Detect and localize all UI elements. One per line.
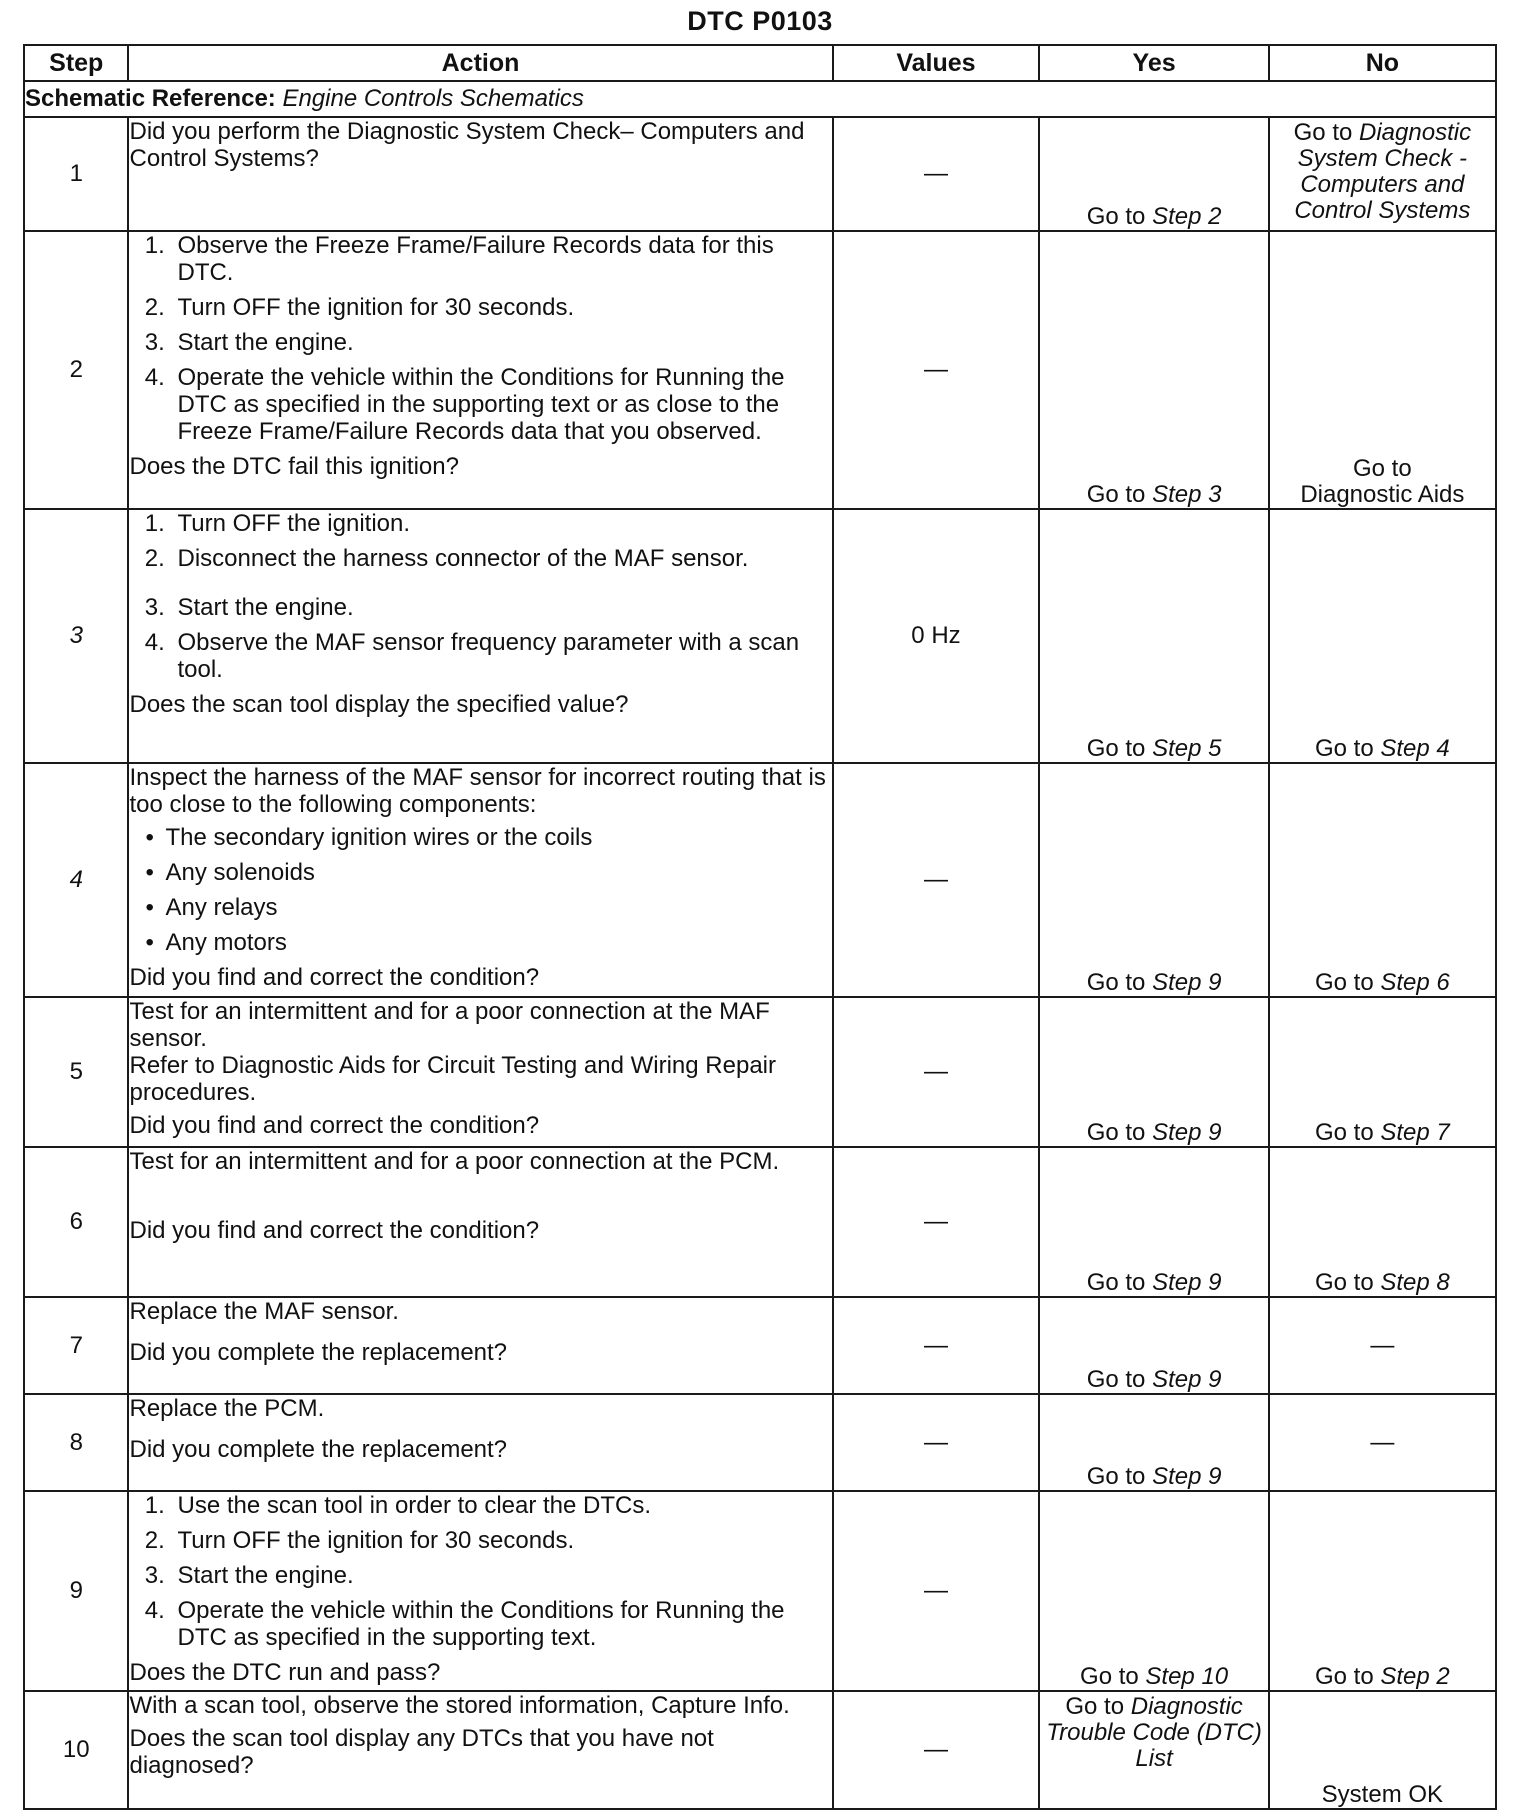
header-no: No: [1269, 45, 1496, 81]
step-yes: [1039, 1147, 1268, 1297]
step-value: —: [833, 997, 1040, 1147]
goto-label: Go to: [1293, 119, 1353, 146]
step-text: Replace the PCM.: [129, 1395, 325, 1422]
goto-label: Go to: [1080, 1663, 1139, 1690]
step-text: Test for an intermittent and for a poor connection at the MAF sensor.: [129, 998, 770, 1052]
goto-label: Go to: [1086, 1463, 1146, 1490]
yes-link[interactable]: Step 9: [1152, 969, 1222, 996]
step-action: [128, 117, 832, 231]
instruction-item: 2. Turn OFF the ignition for 30 seconds.: [171, 294, 831, 321]
step-question: Does the scan tool display any DTCs that you have not diagnosed?: [129, 1725, 714, 1779]
step-action: [128, 1297, 832, 1394]
step-action: [128, 1491, 832, 1691]
header-row: [24, 45, 1496, 81]
step-value: —: [833, 1147, 1040, 1297]
step-text: Refer to Diagnostic Aids for Circuit Testing and Wiring Repair procedures.: [129, 1052, 776, 1106]
instruction-item: 3. Start the engine.: [171, 594, 831, 621]
step-number: 10: [24, 1691, 128, 1809]
step-yes: [1039, 117, 1268, 231]
table-row: [24, 1394, 1496, 1491]
step-question: Did you complete the replacement?: [129, 1339, 508, 1366]
bullet-item: • The secondary ignition wires or the coils: [145, 824, 593, 851]
no-link[interactable]: Step 2: [1380, 1663, 1450, 1690]
step-intro: Inspect the harness of the MAF sensor for incorrect routing that is too close to the following components:: [129, 764, 826, 818]
goto-label: Go to: [1314, 969, 1374, 996]
goto-label: Go to: [1314, 1119, 1374, 1146]
yes-link[interactable]: Step 9: [1152, 1119, 1222, 1146]
step-question: Did you find and correct the condition?: [129, 964, 540, 991]
instruction-item: 4. Operate the vehicle within the Conditions for Running the DTC as specified in the supporting text or as close to the Freeze Frame/Failure Records data that you observed.: [171, 364, 831, 445]
instruction-item: 1. Use the scan tool in order to clear the DTCs.: [171, 1492, 831, 1519]
goto-label: Go to: [1086, 969, 1146, 996]
goto-label: Go to: [1065, 1693, 1125, 1720]
page-title: DTC P0103: [687, 6, 833, 36]
step-value: 0 Hz: [833, 509, 1040, 763]
table-row: [24, 231, 1496, 509]
step-yes: [1039, 1297, 1268, 1394]
step-number: 7: [24, 1297, 128, 1394]
step-yes: [1039, 997, 1268, 1147]
step-no: [1269, 763, 1496, 997]
step-no: [1269, 117, 1496, 231]
no-link[interactable]: Diagnostic Aids: [1300, 481, 1465, 508]
yes-link[interactable]: Step 10: [1145, 1663, 1229, 1690]
diagnostic-table: [23, 44, 1497, 1810]
goto-label: Go to: [1353, 455, 1412, 482]
step-no: [1269, 1147, 1496, 1297]
goto-label: Go to: [1086, 1119, 1146, 1146]
step-number: 4: [24, 763, 128, 997]
goto-label: Go to: [1086, 481, 1146, 508]
no-link[interactable]: Step 6: [1380, 969, 1450, 996]
no-link[interactable]: Diagnostic System Check - Computers and Control Systems: [1294, 119, 1472, 224]
step-no: —: [1269, 1394, 1496, 1491]
goto-label: Go to: [1086, 1269, 1146, 1296]
schematic-link[interactable]: Engine Controls Schematics: [282, 85, 584, 112]
step-yes: [1039, 1691, 1268, 1809]
instruction-list: [129, 232, 831, 445]
step-value: —: [833, 1691, 1040, 1809]
table-row: [24, 997, 1496, 1147]
goto-label: Go to: [1086, 203, 1146, 230]
step-number: 9: [24, 1491, 128, 1691]
step-action: [128, 997, 832, 1147]
step-action: [128, 509, 832, 763]
step-no: [1269, 997, 1496, 1147]
bullet-item: • Any solenoids: [145, 859, 315, 886]
instruction-item: 4. Observe the MAF sensor frequency parameter with a scan tool.: [171, 629, 831, 683]
step-yes: [1039, 763, 1268, 997]
step-question: Did you complete the replacement?: [129, 1436, 508, 1463]
instruction-list: [129, 1492, 831, 1651]
yes-link[interactable]: Step 9: [1152, 1269, 1222, 1296]
yes-link[interactable]: Diagnostic Trouble Code (DTC) List: [1046, 1693, 1262, 1772]
step-value: —: [833, 1394, 1040, 1491]
table-row: [24, 1691, 1496, 1809]
goto-label: Go to: [1086, 735, 1146, 762]
bullet-item: • Any relays: [145, 894, 278, 921]
bullet-item: • Any motors: [145, 929, 287, 956]
goto-label: Go to: [1314, 735, 1374, 762]
step-text: Replace the MAF sensor.: [129, 1298, 399, 1325]
yes-link[interactable]: Step 2: [1152, 203, 1222, 230]
step-number: 5: [24, 997, 128, 1147]
step-question: Did you find and correct the condition?: [129, 1112, 540, 1139]
step-question: Did you find and correct the condition?: [129, 1217, 540, 1244]
step-yes: [1039, 1491, 1268, 1691]
step-number: 1: [24, 117, 128, 231]
instruction-item: 3. Start the engine.: [171, 1562, 831, 1589]
step-value: —: [833, 763, 1040, 997]
header-yes: Yes: [1039, 45, 1268, 81]
yes-link[interactable]: Step 9: [1152, 1463, 1222, 1490]
schematic-label: Schematic Reference:: [25, 85, 276, 112]
step-action: [128, 1147, 832, 1297]
step-value: —: [833, 1491, 1040, 1691]
step-action: [128, 763, 832, 997]
no-link[interactable]: Step 8: [1380, 1269, 1450, 1296]
table-row: [24, 117, 1496, 231]
instruction-item: 1. Turn OFF the ignition.: [171, 510, 831, 537]
table-row: [24, 1491, 1496, 1691]
no-link[interactable]: System OK: [1321, 1781, 1444, 1808]
header-action: Action: [128, 45, 832, 81]
yes-link[interactable]: Step 3: [1152, 481, 1222, 508]
header-step: Step: [24, 45, 128, 81]
table-row: [24, 1147, 1496, 1297]
step-no: [1269, 231, 1496, 509]
schematic-reference: [24, 81, 1496, 117]
goto-label: Go to: [1314, 1663, 1374, 1690]
step-yes: [1039, 1394, 1268, 1491]
step-text: With a scan tool, observe the stored information, Capture Info.: [129, 1692, 790, 1719]
step-number: 8: [24, 1394, 128, 1491]
step-action: [128, 231, 832, 509]
instruction-item: 4. Operate the vehicle within the Conditions for Running the DTC as specified in the supporting text.: [171, 1597, 831, 1651]
step-value: —: [833, 1297, 1040, 1394]
step-question: Does the scan tool display the specified value?: [129, 691, 629, 718]
instruction-item: 1. Observe the Freeze Frame/Failure Records data for this DTC.: [171, 232, 831, 286]
step-question: Did you perform the Diagnostic System Check– Computers and Control Systems?: [129, 118, 805, 172]
yes-link[interactable]: Step 5: [1152, 735, 1222, 762]
step-yes: [1039, 231, 1268, 509]
table-row: [24, 763, 1496, 997]
step-no: —: [1269, 1297, 1496, 1394]
instruction-item: 3. Start the engine.: [171, 329, 831, 356]
table-row: [24, 509, 1496, 763]
step-value: —: [833, 231, 1040, 509]
goto-label: Go to: [1086, 1366, 1146, 1393]
step-yes: [1039, 509, 1268, 763]
step-text: Test for an intermittent and for a poor connection at the PCM.: [129, 1148, 780, 1175]
step-number: 6: [24, 1147, 128, 1297]
step-question: Does the DTC fail this ignition?: [129, 453, 459, 480]
yes-link[interactable]: Step 9: [1152, 1366, 1222, 1393]
bullet-list: [129, 824, 831, 956]
goto-label: Go to: [1314, 1269, 1374, 1296]
step-question: Does the DTC run and pass?: [129, 1659, 441, 1686]
step-action: [128, 1691, 832, 1809]
no-link[interactable]: Step 7: [1380, 1119, 1450, 1146]
step-no: [1269, 509, 1496, 763]
step-no: [1269, 1691, 1496, 1809]
instruction-item: 2. Disconnect the harness connector of the MAF sensor.: [171, 545, 831, 572]
step-number: 2: [24, 231, 128, 509]
header-values: Values: [833, 45, 1040, 81]
instruction-list: [129, 510, 831, 683]
schematic-row: [24, 81, 1496, 117]
step-no: [1269, 1491, 1496, 1691]
instruction-item: 2. Turn OFF the ignition for 30 seconds.: [171, 1527, 831, 1554]
step-value: —: [833, 117, 1040, 231]
table-row: [24, 1297, 1496, 1394]
step-action: [128, 1394, 832, 1491]
step-number: 3: [24, 509, 128, 763]
no-link[interactable]: Step 4: [1380, 735, 1450, 762]
